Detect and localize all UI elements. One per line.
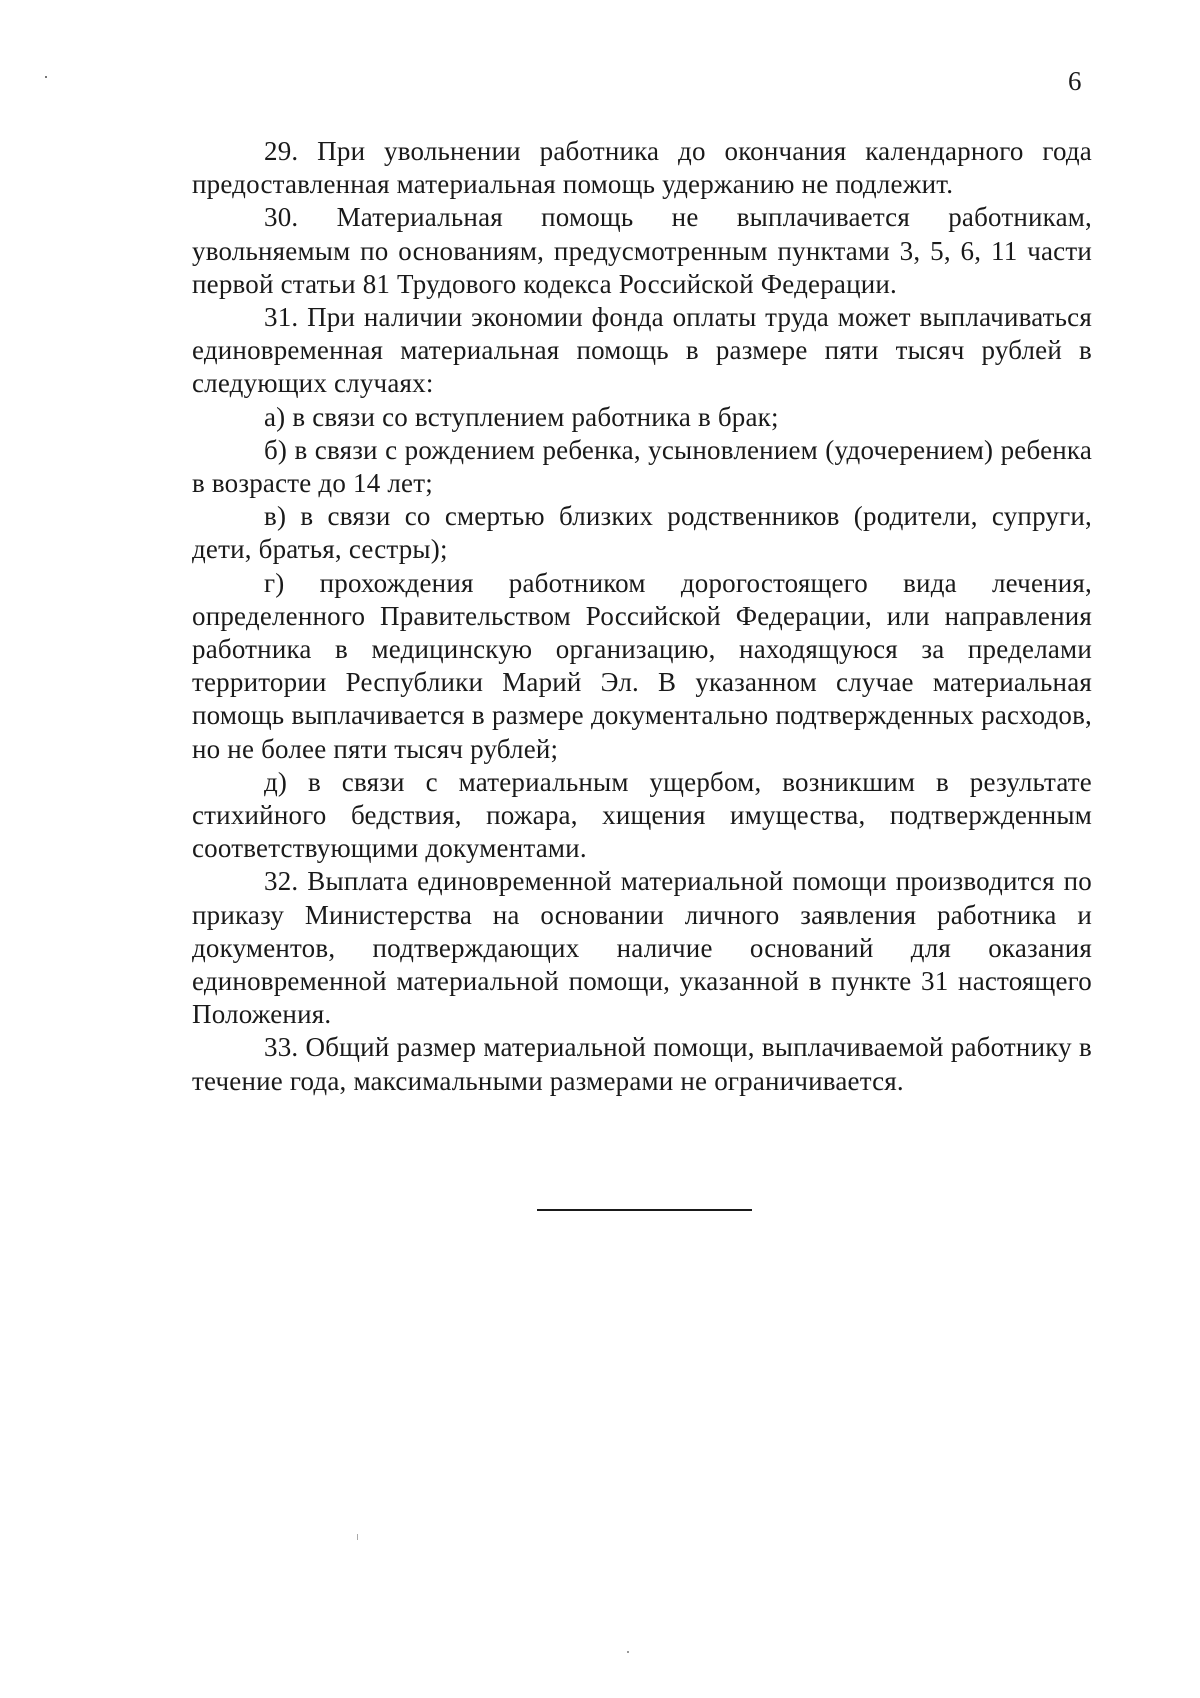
page-number: 6: [1068, 66, 1082, 96]
paragraph-31: 31. При наличии экономии фонда оплаты труда может выплачиваться единовременная материальная помощь в размере пяти тысяч рублей в следующих случаях:: [192, 302, 1092, 399]
scan-speck: [45, 76, 47, 78]
paragraph-30: 30. Материальная помощь не выплачивается работникам, увольняемым по основаниям, предусмотренным пунктами 3, 5, 6, 11 части первой статьи 81 Трудового кодекса Российской Федерации.: [192, 202, 1092, 299]
paragraph-29: 29. При увольнении работника до окончания календарного года предоставленная материальная помощь удержанию не подлежит.: [192, 136, 1092, 200]
paragraph-31-item-d: г) прохождения работником дорогостоящего вида лечения, определенного Правительством Российской Федерации, или направления работника в медицинскую организацию, находящуюся за пределами территории Республики Марий Эл. В указанном случае материальная помощь выплачивается в размере документально подтвержденных расходов, но не более пяти тысяч рублей;: [192, 567, 1092, 764]
end-of-text-rule: [537, 1209, 752, 1211]
paragraph-31-item-c: в) в связи со смертью близких родственников (родители, супруги, дети, братья, сестры);: [192, 501, 1092, 565]
scan-speck: [357, 1534, 358, 1540]
paragraph-31-item-e: д) в связи с материальным ущербом, возникшим в результате стихийного бедствия, пожара, хищения имущества, подтвержденным соответствующими документами.: [192, 766, 1092, 864]
document-body: [192, 135, 1092, 1098]
paragraph-31-item-a: а) в связи со вступлением работника в брак;: [264, 401, 779, 432]
paragraph-32: 32. Выплата единовременной материальной помощи производится по приказу Министерства на основании личного заявления работника и документов, подтверждающих наличие оснований для оказания единовременной материальной помощи, указанной в пункте 31 настоящего Положения.: [192, 866, 1092, 1030]
paragraph-31-item-b: б) в связи с рождением ребенка, усыновлением (удочерением) ребенка в возрасте до 14 лет;: [192, 434, 1092, 499]
scan-speck: [627, 1651, 629, 1653]
paragraph-33: 33. Общий размер материальной помощи, выплачиваемой работнику в течение года, максимальными размерами не ограничивается.: [192, 1032, 1092, 1096]
